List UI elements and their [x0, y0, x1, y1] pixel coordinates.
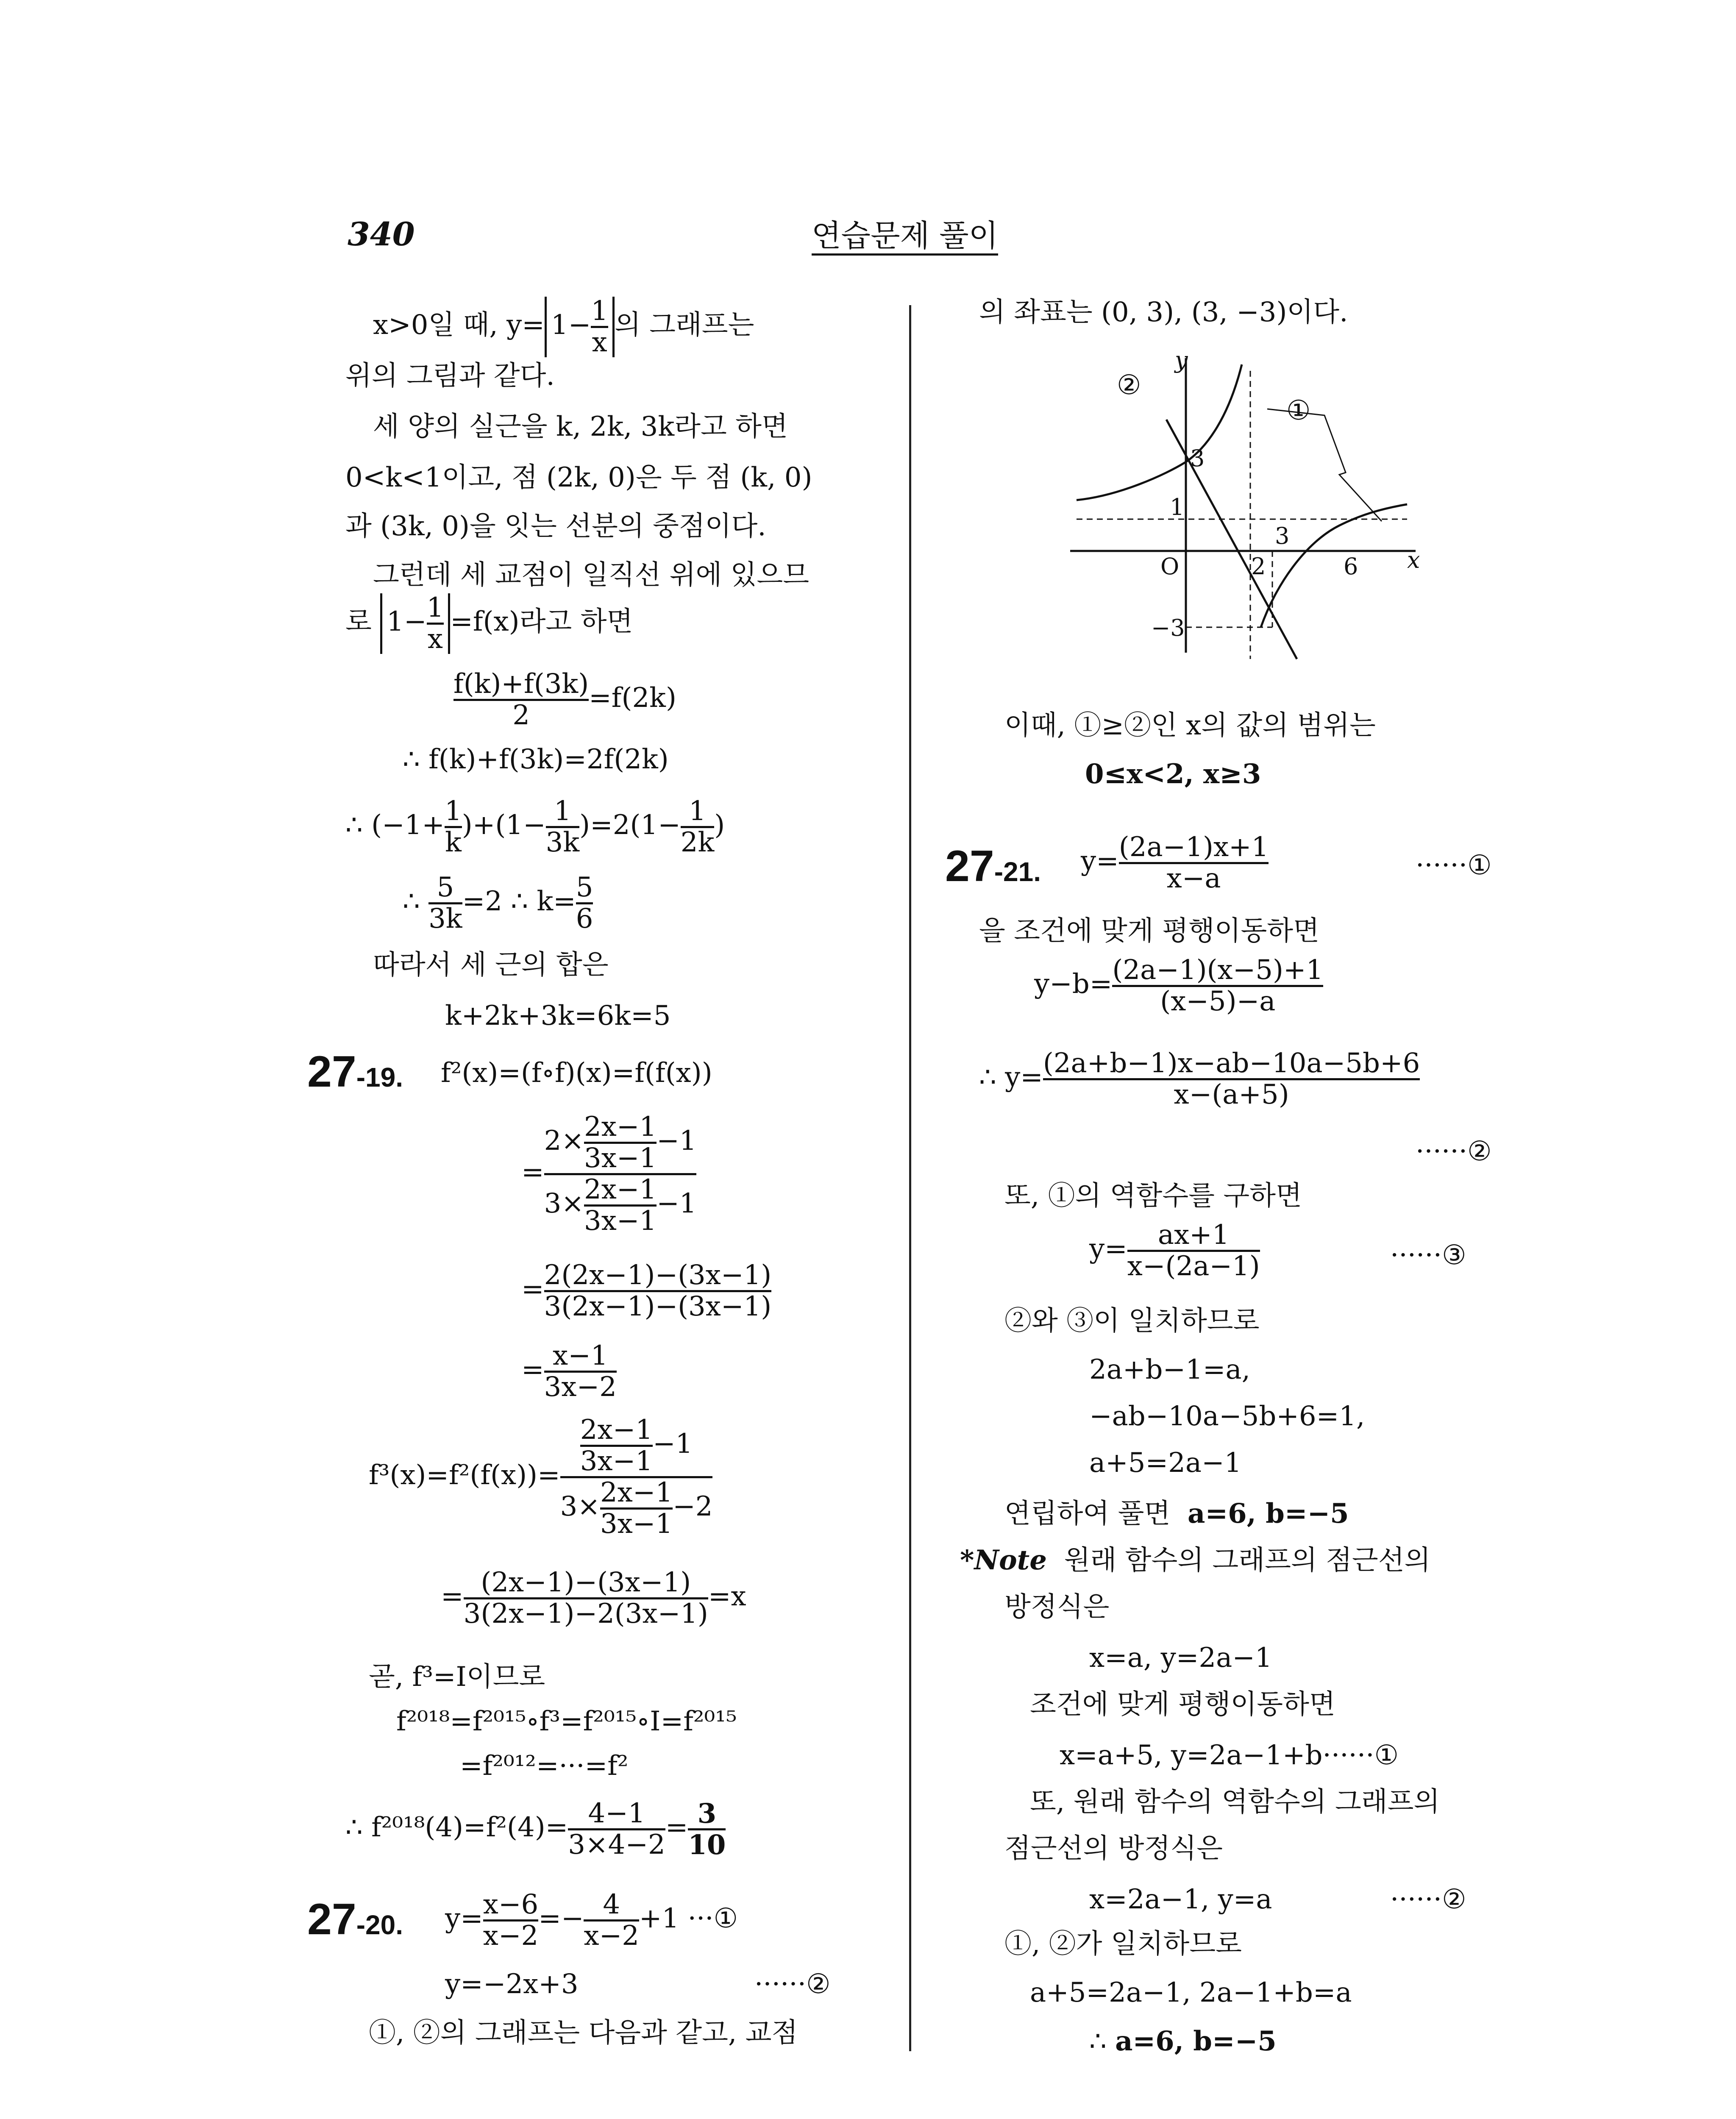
p20-l1-frac1	[483, 1890, 538, 1951]
p21-l7	[1089, 1221, 1260, 1281]
p19-l2-num	[544, 1112, 697, 1173]
p19-l10-rd: 10	[688, 1829, 726, 1861]
tick-3-y: 3	[1190, 445, 1205, 472]
p19-l4	[521, 1341, 617, 1402]
l1-fd: x	[591, 326, 608, 357]
p21-l2: 을 조건에 맞게 평행이동하면	[979, 915, 1319, 947]
label-x: x	[1407, 547, 1420, 573]
p21-l3-n: (2a−1)(x−5)+1	[1112, 954, 1324, 986]
p21-l7-d: x−(2a−1)	[1127, 1251, 1260, 1282]
p21-l4-d: x−(a+5)	[1043, 1078, 1420, 1110]
p21-l4-frac	[1043, 1049, 1420, 1110]
tick-2-x: 2	[1251, 553, 1266, 580]
problem-27-21-label	[945, 841, 1041, 892]
p19-l3-eq: =	[521, 1274, 544, 1305]
p21-l7-tag: ······③	[1390, 1240, 1466, 1271]
p19-l2-den-frac	[584, 1175, 657, 1236]
l7-frac	[427, 593, 444, 654]
abs-bar-1	[545, 297, 615, 357]
l7-fn: 1	[426, 592, 444, 623]
line-l4: 0<k<1이고, 점 (2k, 0)은 두 점 (k, 0)	[345, 462, 812, 493]
p19-l10-b: =	[665, 1812, 688, 1844]
p19-l2-den-a: 3×	[544, 1188, 584, 1220]
l7-a: 로	[345, 606, 372, 638]
p21-l3-d: (x−5)−a	[1112, 985, 1323, 1016]
p19-l4-d: 3x−2	[544, 1371, 617, 1403]
line-l10	[345, 797, 725, 857]
p19-l2-den-fd: 3x−1	[584, 1205, 657, 1237]
l8-fn: f(k)+f(3k)	[453, 668, 589, 700]
l11-f1n: 5	[437, 872, 454, 903]
p19-l2-den	[544, 1173, 697, 1236]
p21-l1-frac	[1119, 833, 1269, 893]
p20-l2: y=−2x+3	[445, 1969, 579, 2000]
p20-l1-f1d: x−2	[483, 1920, 539, 1952]
p20-l2-tag: ······②	[754, 1969, 831, 2000]
p19-l8: f²⁰¹⁸=f²⁰¹⁵∘f³=f²⁰¹⁵∘I=f²⁰¹⁵	[396, 1706, 737, 1737]
p21-l3	[1034, 956, 1323, 1016]
p19-l5-num	[560, 1415, 713, 1476]
l10-frac2	[546, 797, 580, 857]
p19-l3-frac	[544, 1261, 772, 1321]
p19-l2	[521, 1112, 696, 1236]
p19-l5-den-b: −2	[673, 1491, 713, 1523]
label-origin: O	[1160, 553, 1180, 580]
p21-big: 27	[945, 842, 994, 891]
line-l1	[373, 297, 754, 357]
p21-l4	[979, 1049, 1420, 1110]
l10-a: ∴ (−1+	[345, 809, 445, 841]
p19-l2-eq: =	[521, 1157, 544, 1188]
line-l8	[453, 670, 676, 730]
p19-l10-a: ∴ f²⁰¹⁸(4)=f²(4)=	[345, 1812, 568, 1844]
p19-l5-den-fn: 2x−1	[600, 1477, 673, 1509]
p19-l5-num-frac	[580, 1415, 653, 1476]
l10-f1d: k	[445, 827, 462, 859]
p19-l2-den-b: −1	[657, 1188, 697, 1220]
p19-l3-n: 2(2x−1)−(3x−1)	[544, 1260, 772, 1291]
p21-l5-tag: ······②	[1416, 1136, 1492, 1167]
l11-frac2	[576, 873, 593, 934]
l10-frac1	[445, 797, 462, 857]
l7-fd: x	[427, 623, 444, 654]
p21-l3-frac	[1112, 956, 1323, 1016]
p19-l1: f²(x)=(f∘f)(x)=f(f(x))	[441, 1057, 712, 1089]
p19-l2-den-fn: 2x−1	[584, 1174, 657, 1206]
p21-l1-d: x−a	[1119, 862, 1269, 893]
p20-l3: ①, ②의 그래프는 다음과 같고, 교점	[369, 2017, 798, 2049]
note-l1	[960, 1544, 1431, 1576]
l10-f3d: 2k	[680, 827, 715, 859]
l8-frac	[453, 670, 589, 730]
p19-l5-den-a: 3×	[560, 1491, 600, 1523]
p20-small: -20.	[356, 1910, 403, 1940]
curve-2-left-branch	[1077, 364, 1242, 500]
p21-l6: 또, ①의 역함수를 구하면	[1004, 1180, 1302, 1212]
p19-l10-frac	[568, 1799, 665, 1860]
p19-l3-d: 3(2x−1)−(3x−1)	[544, 1291, 772, 1323]
p19-l2-num-fd: 3x−1	[584, 1143, 657, 1174]
p19-l5-num-b: −1	[652, 1428, 693, 1460]
note-l4: 조건에 맞게 평행이동하면	[1030, 1689, 1335, 1720]
p21-l8: ②와 ③이 일치하므로	[1004, 1305, 1260, 1337]
l11-f2d: 6	[576, 903, 593, 935]
pointer-1	[1267, 409, 1382, 521]
line-l12: 따라서 세 근의 합은	[373, 949, 609, 981]
p21-l4-n: (2a+b−1)x−ab−10a−5b+6	[1043, 1048, 1420, 1079]
page-title-text: 연습문제 풀이	[812, 218, 999, 253]
note-l5: x=a+5, y=2a−1+b······①	[1060, 1740, 1399, 1771]
note-l11-a: ∴	[1089, 2026, 1107, 2057]
l11-b: =2 ∴ k=	[462, 886, 576, 918]
p19-l4-n: x−1	[552, 1340, 608, 1371]
line-l6: 그런데 세 교점이 일직선 위에 있으므	[373, 559, 810, 591]
note-l11-b: a=6, b=−5	[1115, 2025, 1277, 2057]
p21-l1-tag: ······①	[1416, 850, 1492, 881]
page-number: 340	[348, 215, 415, 253]
note-l9: ①, ②가 일치하므로	[1004, 1928, 1242, 1960]
p21-l12	[1004, 1500, 1349, 1527]
tick-3-x: 3	[1275, 523, 1290, 549]
p19-l10-rn: 3	[697, 1798, 717, 1830]
line-l11	[403, 873, 593, 934]
label-line-1: ①	[1286, 395, 1311, 426]
column-divider	[909, 305, 911, 2051]
p19-l3	[521, 1261, 771, 1321]
line-l5: 과 (3k, 0)을 잇는 선분의 중점이다.	[345, 511, 766, 542]
l8-b: =f(2k)	[589, 682, 676, 714]
l11-frac1	[428, 873, 462, 934]
p19-l4-frac	[544, 1341, 617, 1402]
note-l2: 방정식은	[1004, 1591, 1110, 1623]
page-title	[812, 220, 998, 256]
p21-l7-frac	[1127, 1221, 1260, 1281]
l11-f2n: 5	[576, 872, 593, 903]
p19-l4-eq: =	[521, 1354, 544, 1386]
note-l1-text: 원래 함수의 그래프의 점근선의	[1064, 1545, 1431, 1576]
p19-l5-frac	[560, 1415, 713, 1539]
l1-fn: 1	[591, 295, 608, 327]
p19-small: -19.	[356, 1062, 403, 1093]
l10-f2d: 3k	[545, 827, 580, 859]
p21-l12-a: 연립하여 풀면	[1004, 1498, 1171, 1529]
p19-l5-den-frac	[600, 1478, 673, 1539]
l11-f1d: 3k	[428, 903, 462, 935]
p19-l2-num-frac	[584, 1112, 657, 1173]
label-y: y	[1175, 348, 1188, 373]
line-l3: 세 양의 실근을 k, 2k, 3k라고 하면	[373, 411, 788, 442]
p21-l7-n: ax+1	[1157, 1219, 1230, 1251]
p19-l6-eq: =	[441, 1581, 464, 1613]
p20-l1	[445, 1890, 738, 1951]
p19-l2-num-fn: 2x−1	[584, 1111, 657, 1143]
l1-abs: 1−	[551, 309, 591, 341]
line-l7	[345, 593, 633, 654]
p21-l1-n: (2a−1)x+1	[1118, 831, 1269, 863]
tick-6-x: 6	[1344, 553, 1358, 580]
l10-f2n: 1	[554, 795, 571, 827]
p19-l6-d: 3(2x−1)−2(3x−1)	[463, 1598, 708, 1630]
line-l2: 위의 그림과 같다.	[345, 360, 555, 392]
p19-l7: 곧, f³=I이므로	[369, 1661, 545, 1693]
p19-l5-den	[560, 1476, 713, 1539]
l7-abs: 1−	[387, 606, 427, 638]
l10-f1n: 1	[445, 795, 462, 827]
note-l8-tag: ······②	[1390, 1884, 1466, 1915]
p21-l9: 2a+b−1=a,	[1089, 1354, 1250, 1385]
p19-l6	[441, 1568, 746, 1629]
note-l3: x=a, y=2a−1	[1089, 1642, 1272, 1674]
p19-l2-num-b: −1	[657, 1125, 697, 1157]
p21-l10: −ab−10a−5b+6=1,	[1089, 1401, 1365, 1432]
l10-frac3	[681, 797, 715, 857]
note-l7: 점근선의 방정식은	[1004, 1833, 1223, 1864]
tick-1-y: 1	[1170, 494, 1185, 520]
p19-big: 27	[307, 1047, 356, 1096]
p21-l1-a: y=	[1081, 845, 1119, 877]
label-curve-2: ②	[1117, 370, 1141, 401]
l10-d: )	[714, 809, 725, 841]
p19-l6-frac	[464, 1568, 708, 1629]
p21-l11: a+5=2a−1	[1089, 1447, 1242, 1479]
line-l13: k+2k+3k=6k=5	[445, 1000, 671, 1032]
l11-a: ∴	[403, 886, 420, 918]
p19-l5-num-fd: 3x−1	[580, 1446, 653, 1477]
r1: 의 좌표는 (0, 3), (3, −3)이다.	[979, 297, 1348, 328]
problem-27-19-label	[307, 1047, 403, 1097]
p19-l10-result	[688, 1799, 726, 1860]
p20-l1-b: =−	[538, 1903, 584, 1935]
p20-l1-a: y=	[445, 1903, 483, 1935]
p21-l3-a: y−b=	[1034, 968, 1113, 1000]
l1-b: 의 그래프는	[614, 309, 754, 341]
l10-f3n: 1	[689, 795, 706, 827]
abs-bar-2	[380, 593, 450, 654]
l10-c: )=2(1−	[579, 809, 681, 841]
p20-big: 27	[307, 1895, 356, 1944]
p19-l10	[345, 1799, 726, 1860]
p20-l1-f2n: 4	[603, 1889, 620, 1920]
p20-l1-f1n: x−6	[483, 1889, 539, 1920]
p21-l7-a: y=	[1089, 1233, 1127, 1265]
r3: 0≤x<2, x≥3	[1085, 758, 1261, 790]
note-label: *Note	[960, 1544, 1047, 1576]
note-l8: x=2a−1, y=a	[1089, 1884, 1272, 1915]
line-l9: ∴ f(k)+f(3k)=2f(2k)	[403, 744, 669, 775]
p21-l12-b: a=6, b=−5	[1187, 1498, 1349, 1529]
r2: 이때, ①≥②인 x의 값의 범위는	[1004, 710, 1376, 741]
p19-l5-a: f³(x)=f²(f(x))=	[369, 1460, 560, 1491]
p19-l10-fd: 3×4−2	[568, 1829, 665, 1861]
p19-l9: =f²⁰¹²=···=f²	[460, 1750, 629, 1782]
l1-a: x>0일 때, y=	[373, 309, 545, 341]
tick-m3-y: −3	[1151, 615, 1185, 641]
note-l10: a+5=2a−1, 2a−1+b=a	[1030, 1977, 1352, 2008]
p19-l2-num-a: 2×	[544, 1125, 584, 1157]
p19-l2-frac	[544, 1112, 697, 1236]
p19-l5	[369, 1415, 712, 1539]
l8-fd: 2	[453, 699, 589, 730]
p21-small: -21.	[994, 856, 1041, 887]
p19-l10-fn: 4−1	[588, 1798, 645, 1829]
p19-l6-n: (2x−1)−(3x−1)	[481, 1567, 691, 1598]
p20-l1-c: +1 ···①	[639, 1903, 738, 1935]
p20-l1-f2d: x−2	[584, 1920, 639, 1952]
graph-figure	[1068, 348, 1428, 670]
p19-l5-den-fd: 3x−1	[600, 1508, 673, 1540]
l10-b: )+(1−	[462, 809, 546, 841]
problem-27-20-label	[307, 1894, 403, 1945]
l7-b: =f(x)라고 하면	[450, 606, 633, 638]
note-l6: 또, 원래 함수의 역함수의 그래프의	[1030, 1786, 1440, 1818]
p20-l1-frac2	[584, 1890, 639, 1951]
note-l11	[1089, 2025, 1277, 2057]
p19-l5-num-fn: 2x−1	[580, 1414, 653, 1446]
p21-l1	[1081, 833, 1269, 893]
p21-l4-a: ∴ y=	[979, 1062, 1043, 1093]
p19-l6-b: =x	[708, 1581, 746, 1613]
l1-frac	[591, 297, 608, 357]
